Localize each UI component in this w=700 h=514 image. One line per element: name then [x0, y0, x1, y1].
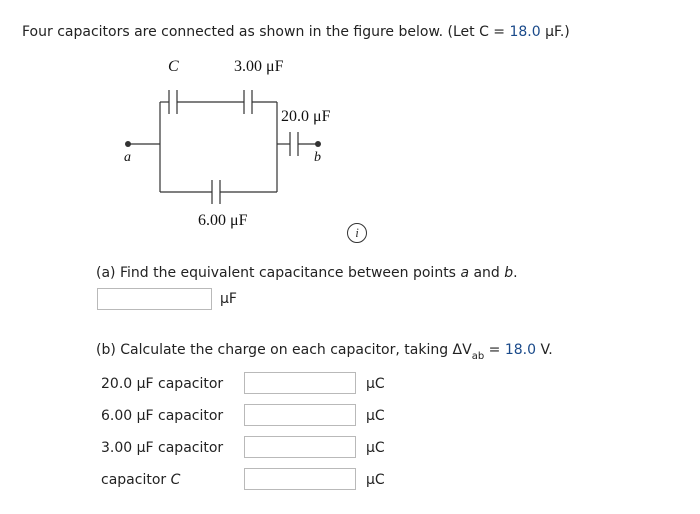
charge-6uf-input[interactable] [244, 404, 356, 426]
node-b-terminal [315, 141, 321, 147]
part-a-prompt: (a) Find the equivalent capacitance between points a and b. [96, 265, 518, 281]
info-icon[interactable]: i [347, 223, 367, 243]
part-a-unit: µF [220, 291, 237, 307]
charge-unit-6uf: µC [366, 408, 385, 424]
charge-unit-3uf: µC [366, 440, 385, 456]
c-value: 18.0 [509, 24, 541, 40]
capacitor-20uf-label: 20.0 μF [281, 108, 331, 125]
charge-label-c: capacitor C [101, 472, 181, 488]
question-text: Four capacitors are connected as shown in the figure below. (Let C = 18.0 µF.) [22, 24, 570, 40]
charge-3uf-input[interactable] [244, 436, 356, 458]
charge-unit-20uf: µC [366, 376, 385, 392]
node-a-label: a [124, 150, 131, 165]
capacitor-6uf-label: 6.00 μF [198, 212, 248, 229]
capacitor-c-label: C [168, 58, 179, 75]
capacitor-3uf-label: 3.00 μF [234, 58, 284, 75]
part-b-prompt: (b) Calculate the charge on each capacitor, taking $\Delta V_{ab} = 18.0$ V. [96, 342, 553, 362]
charge-c-input[interactable] [244, 468, 356, 490]
charge-20uf-input[interactable] [244, 372, 356, 394]
charge-label-6uf: 6.00 µF capacitor [101, 408, 224, 424]
dv-value: 18.0 [504, 342, 536, 358]
charge-label-3uf: 3.00 µF capacitor [101, 440, 224, 456]
equivalent-capacitance-input[interactable] [97, 288, 212, 310]
charge-label-20uf: 20.0 µF capacitor [101, 376, 224, 392]
node-a-terminal [125, 141, 131, 147]
node-b-label: b [314, 150, 321, 165]
charge-unit-c: µC [366, 472, 385, 488]
